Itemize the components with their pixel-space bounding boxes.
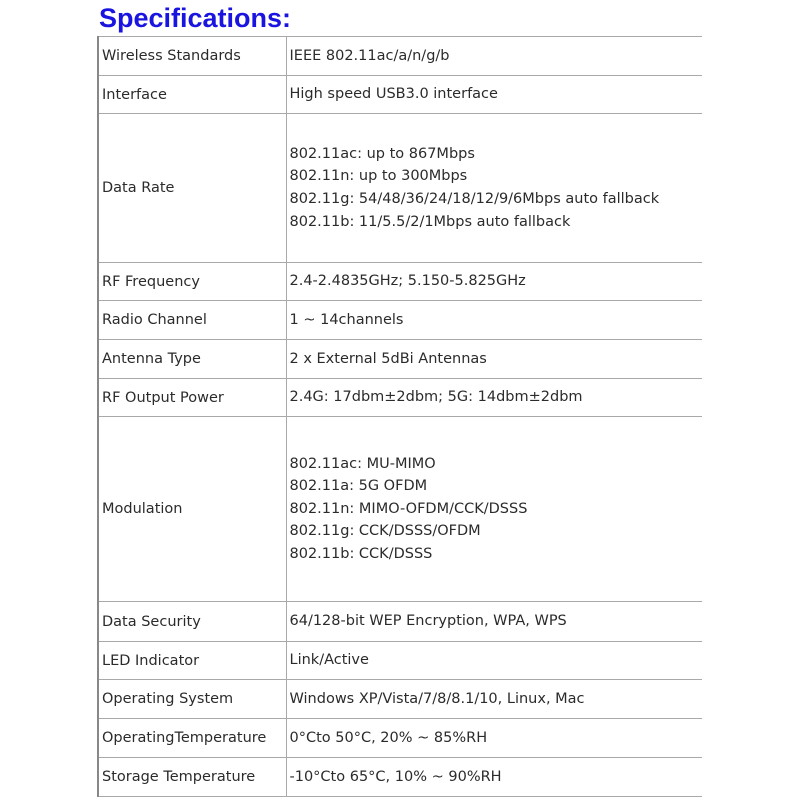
spec-label: LED Indicator (98, 642, 286, 680)
spec-value-line: 64/128-bit WEP Encryption, WPA, WPS (289, 613, 567, 630)
table-row (98, 417, 702, 602)
spec-value (286, 680, 702, 719)
spec-value-line: 802.11ac: MU-MIMO (289, 455, 436, 472)
page-title: Specifications: (99, 3, 292, 33)
spec-value (286, 417, 702, 602)
table-row (98, 263, 702, 301)
spec-value-line: 2.4-2.4835GHz; 5.150-5.825GHz (289, 273, 526, 290)
specifications-table (97, 36, 702, 797)
spec-label: Interface (98, 76, 286, 114)
table-row (98, 758, 702, 797)
spec-value-line: 2 x External 5dBi Antennas (289, 350, 487, 367)
table-row (98, 602, 702, 642)
spec-label: RF Frequency (98, 263, 286, 301)
spec-value (286, 642, 702, 680)
spec-value (286, 758, 702, 797)
spec-value-line: 0°Cto 50°C, 20% ~ 85%RH (289, 729, 488, 746)
table-row (98, 379, 702, 417)
spec-value (286, 602, 702, 642)
table-row (98, 37, 702, 76)
spec-value (286, 263, 702, 301)
table-row (98, 340, 702, 379)
table-row (98, 301, 702, 340)
spec-label: Operating System (98, 680, 286, 719)
table-row (98, 642, 702, 680)
spec-value (286, 76, 702, 114)
spec-value-line: 802.11g: CCK/DSSS/OFDM (289, 523, 481, 540)
spec-value-line: 802.11a: 5G OFDM (289, 478, 428, 495)
spec-value-line: 802.11b: CCK/DSSS (289, 545, 433, 562)
table-row (98, 719, 702, 758)
spec-value-line: Windows XP/Vista/7/8/8.1/10, Linux, Mac (289, 690, 585, 707)
spec-label: Storage Temperature (98, 758, 286, 797)
spec-value-line: Link/Active (289, 652, 369, 669)
spec-value-line: 802.11n: up to 300Mbps (289, 168, 468, 185)
spec-value-line: 802.11g: 54/48/36/24/18/12/9/6Mbps auto fallback (289, 191, 660, 207)
spec-label: Data Rate (98, 114, 286, 263)
spec-value-line: High speed USB3.0 interface (289, 86, 498, 103)
spec-value (286, 379, 702, 417)
spec-label: Antenna Type (98, 340, 286, 379)
spec-value (286, 114, 702, 263)
spec-label: Radio Channel (98, 301, 286, 340)
spec-label: Wireless Standards (98, 37, 286, 76)
table-row (98, 76, 702, 114)
table-row (98, 680, 702, 719)
spec-label: Modulation (98, 417, 286, 602)
spec-value-line: 802.11n: MIMO-OFDM/CCK/DSSS (289, 500, 528, 517)
spec-value-line: -10°Cto 65°C, 10% ~ 90%RH (289, 768, 502, 785)
spec-value (286, 719, 702, 758)
spec-label: RF Output Power (98, 379, 286, 417)
spec-value (286, 37, 702, 76)
spec-value (286, 340, 702, 379)
spec-value-line: IEEE 802.11ac/a/n/g/b (289, 47, 450, 64)
spec-value-line: 802.11b: 11/5.5/2/1Mbps auto fallback (289, 213, 571, 230)
spec-label: OperatingTemperature (98, 719, 286, 758)
spec-value-line: 1 ~ 14channels (289, 311, 404, 328)
spec-value (286, 301, 702, 340)
spec-value-line: 2.4G: 17dbm±2dbm; 5G: 14dbm±2dbm (289, 389, 583, 406)
table-row (98, 114, 702, 263)
spec-label: Data Security (98, 602, 286, 642)
spec-value-line: 802.11ac: up to 867Mbps (289, 145, 475, 162)
